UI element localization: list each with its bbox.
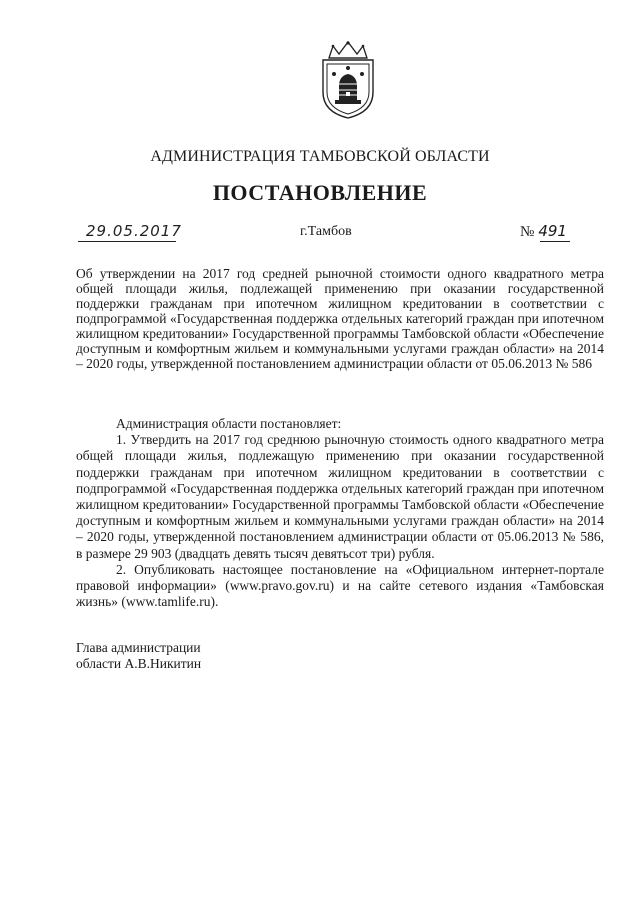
number-value: 491 [538,222,567,240]
document-meta-row [0,222,640,248]
date-underline [78,241,176,242]
signature-name: области А.В.Никитин [76,656,202,671]
document-body [76,416,604,610]
document-city: г.Тамбов [300,224,352,239]
organization-name: АДМИНИСТРАЦИЯ ТАМБОВСКОЙ ОБЛАСТИ [150,148,490,165]
body-lead: Администрация области постановляет: [116,416,342,431]
body-item-1: 1. Утвердить на 2017 год среднюю рыночную стоимость одного квадратного метра общей площади жилья, подлежащую применению при оказании государственной поддержки гражданам при ипотечном жилищном кредитовании в соответствии с подпрограммой «Государственная поддержка отдельных категорий граждан при ипотечном жилищном кредитовании» Государственной программы Тамбовской области «Обеспечение доступным и комфортным жильем и коммунальными услугами граждан области» на 2014 – 2020 годы, утвержденной постановлением администрации области от 05.06.2013 № 586, в размере 29 903 (двадцать девять тысяч девятьсот три) рубля. [76,432,604,561]
document-number [520,222,567,241]
document-date: 29.05.2017 [86,222,182,240]
signature-block [76,640,201,672]
number-underline [540,241,570,242]
document-subject: Об утверждении на 2017 год средней рыночной стоимости одного квадратного метра общей площади жилья, подлежащей применению при оказании государственной поддержки гражданам при ипотечном жилищном кредитовании в соответствии с подпрограммой «Государственная поддержка отдельных категорий граждан при ипотечном жилищном кредитовании» Государственной программы Тамбовской области «Обеспечение доступным и комфортным жильем и коммунальными услугами граждан области» на 2014 – 2020 годы, утвержденной постановлением администрации области от 05.06.2013 № 586 [76,266,604,371]
coat-of-arms-icon [315,40,381,120]
document-type-title: ПОСТАНОВЛЕНИЕ [212,180,428,205]
signature-title: Глава администрации [76,640,201,655]
number-sign: № [520,224,535,240]
body-item-2: 2. Опубликовать настоящее постановление на «Официальном интернет-портале правовой информации» (www.pravo.gov.ru) и на сайте сетевого издания «Тамбовская жизнь» (www.tamlife.ru). [76,561,604,610]
